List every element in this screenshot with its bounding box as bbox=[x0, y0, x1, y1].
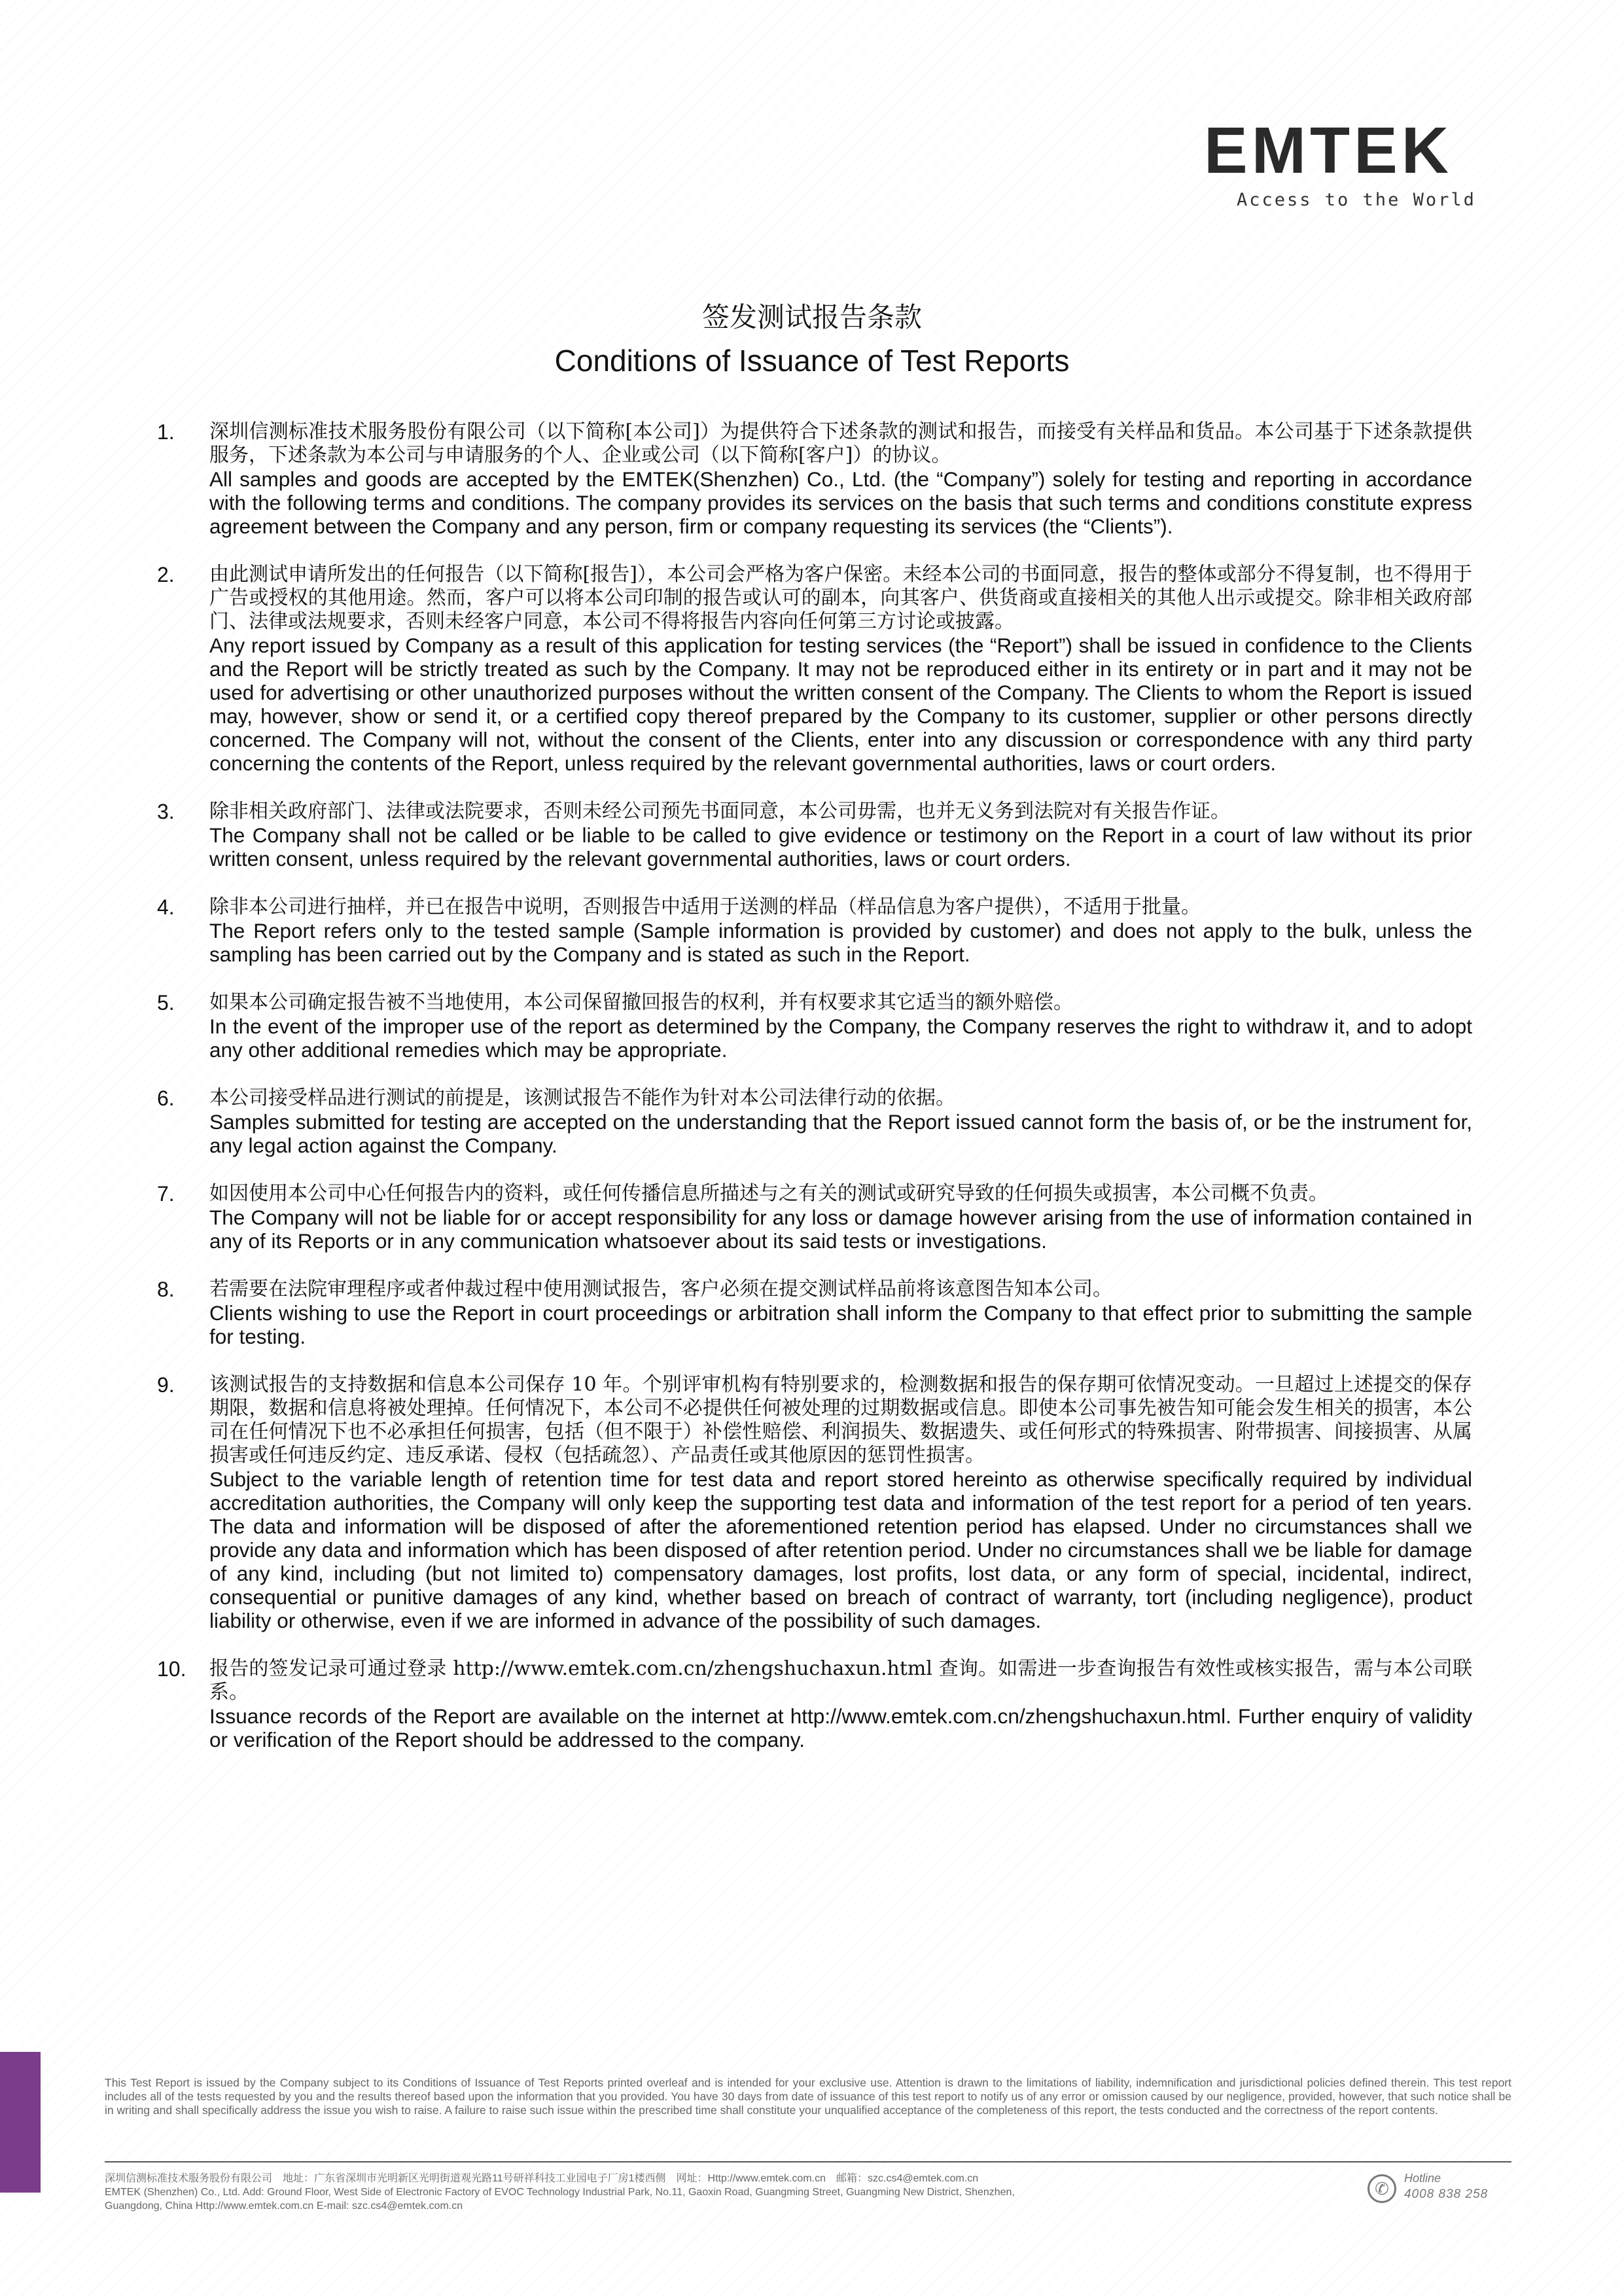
clause-number: 1. bbox=[157, 420, 175, 444]
document-title bbox=[0, 296, 1624, 378]
clause-number: 8. bbox=[157, 1278, 175, 1301]
footer-address bbox=[105, 2172, 1348, 2213]
clause-text-english: All samples and goods are accepted by the EMTEK(Shenzhen) Co., Ltd. (the “Company”) solely for testing and reporting in accordance with the following terms and conditions. The company provides its services on the basis that such terms and conditions constitute express agreement between the Company and any person, firm or company requesting its services (the “Clients”). bbox=[209, 467, 1472, 538]
clause-9 bbox=[157, 1373, 1472, 1632]
clause-2 bbox=[157, 563, 1472, 775]
clause-number: 7. bbox=[157, 1182, 175, 1206]
footer-divider bbox=[105, 2161, 1511, 2162]
clause-number: 5. bbox=[157, 991, 175, 1014]
logo-wordmark: EMTEK bbox=[1204, 114, 1453, 187]
clause-text-english: Clients wishing to use the Report in court proceedings or arbitration shall inform the Company to that effect prior to submitting the sample for testing. bbox=[209, 1301, 1472, 1348]
clause-8 bbox=[157, 1278, 1472, 1348]
clause-text-english: The Company will not be liable for or accept responsibility for any loss or damage however arising from the use of information contained in any of its Reports or in any communication whatsoever about its said tests or investigations. bbox=[209, 1206, 1472, 1253]
logo-tagline: Access to the World bbox=[1237, 190, 1476, 210]
clause-5 bbox=[157, 991, 1472, 1062]
clause-number: 4. bbox=[157, 895, 175, 919]
clause-list bbox=[157, 420, 1472, 1776]
hotline-number: 4008 838 258 bbox=[1404, 2187, 1489, 2201]
clause-text-english: The Report refers only to the tested sample (Sample information is provided by customer) and does not apply to the bulk, unless the sampling has been carried out by the Company and is stated as such in the Report. bbox=[209, 919, 1472, 966]
clause-text-english: Subject to the variable length of retention time for test data and report stored hereinto as otherwise specifically required by individual accreditation authorities, the Company will only keep the supporting test data and information of the test report for a period of ten years. The data and information will be disposed of after the aforementioned retention period has elapsed. Under no circumstances shall we provide any data and information which has been disposed of after retention period. Under no circumstances shall we be liable for damage of any kind, including (but not limited to) compensatory damages, lost profits, lost data, or any form of special, incidental, indirect, consequential or punitive damages of any kind, whether based on breach of contract of warranty, tort (including negligence), product liability or otherwise, even if we are informed in advance of the possibility of such damages. bbox=[209, 1467, 1472, 1632]
phone-icon: ✆ bbox=[1368, 2174, 1396, 2203]
clause-4 bbox=[157, 895, 1472, 966]
clause-number: 6. bbox=[157, 1086, 175, 1110]
clause-text-chinese: 该测试报告的支持数据和信息本公司保存 10 年。个别评审机构有特别要求的，检测数据和报告的保存期可依情况变动。一旦超过上述提交的保存期限，数据和信息将被处理掉。任何情况下，本公司不必提供任何被处理的过期数据或信息。即使本公司事先被告知可能会发生相关的损害，本公司在任何情况下也不必承担任何损害，包括（但不限于）补偿性赔偿、利润损失、数据遗失、或任何形式的特殊损害、附带损害、间接损害、从属损害或任何违反约定、违反承诺、侵权（包括疏忽）、产品责任或其他原因的惩罚性损害。 bbox=[209, 1373, 1472, 1467]
clause-3 bbox=[157, 800, 1472, 870]
clause-text-chinese: 由此测试申请所发出的任何报告（以下简称[报告]），本公司会严格为客户保密。未经本公司的书面同意，报告的整体或部分不得复制，也不得用于广告或授权的其他用途。然而，客户可以将本公司印制的报告或认可的副本，向其客户、供货商或直接相关的其他人出示或提交。除非相关政府部门、法律或法规要求，否则未经客户同意，本公司不得将报告内容向任何第三方讨论或披露。 bbox=[209, 563, 1472, 633]
company-logo bbox=[1204, 114, 1505, 210]
clause-number: 10. bbox=[157, 1657, 186, 1681]
clause-text-chinese: 如因使用本公司中心任何报告内的资料，或任何传播信息所描述与之有关的测试或研究导致的任何损失或损害，本公司概不负责。 bbox=[209, 1182, 1328, 1205]
clause-text-english: The Company shall not be called or be liable to be called to give evidence or testimony on the Report in a court of law without its prior written consent, unless required by the relevant governmental authorities, laws or court orders. bbox=[209, 823, 1472, 870]
footer-address-chinese: 深圳信测标准技术服务股份有限公司 地址：广东省深圳市光明新区光明街道观光路11号研祥科技工业园电子厂房1楼西侧 网址：Http://www.emtek.com.cn 邮箱：szc.cs4@emtek.com.cn bbox=[105, 2173, 979, 2184]
title-english: Conditions of Issuance of Test Reports bbox=[554, 344, 1070, 378]
clause-text-chinese: 深圳信测标准技术服务股份有限公司（以下简称[本公司]）为提供符合下述条款的测试和报告，而接受有关样品和货品。本公司基于下述条款提供服务，下述条款为本公司与申请服务的个人、企业或公司（以下简称[客户]）的协议。 bbox=[209, 420, 1472, 467]
footer-address-english-line-1: EMTEK (Shenzhen) Co., Ltd. Add: Ground Floor, West Side of Electronic Factory of EVOC Technology Industrial Park, No.11, Gaoxin Road, Guangming Street, Guangming New District, Shenzhen, bbox=[105, 2187, 1015, 2198]
clause-text-english: Any report issued by Company as a result of this application for testing services (the “Report”) shall be issued in confidence to the Clients and the Report will be strictly treated as such by the Company. It may not be reproduced either in its entirety or in part and it may not be used for advertising or other unauthorized purposes without the written consent of the Company. The Clients to whom the Report is issued may, however, show or send it, or a certified copy thereof prepared by the Company to its customer, supplier or other persons directly concerned. The Company will not, without the consent of the Clients, enter into any discussion or correspondence with any third party concerning the contents of the Report, unless required by the relevant governmental authorities, laws or court orders. bbox=[209, 634, 1472, 775]
footer-disclaimer: This Test Report is issued by the Company subject to its Conditions of Issuance of Test Reports printed overleaf and is intended for your exclusive use. Attention is drawn to the limitations of liability, indemnification and jurisdictional policies defined therein. This test report includes all of the tests requested by you and the results thereof based upon the information that you provided. You have 30 days from date of issuance of this test report to notify us of any error or omission caused by our negligence, provided, however, that such notice shall be in writing and shall specifically address the issue you wish to raise. A failure to raise such issue within the prescribed time shall constitute your unqualified acceptance of the completeness of this report, the tests conducted and the correctness of the report contents. bbox=[105, 2076, 1511, 2117]
clause-text-english: In the event of the improper use of the report as determined by the Company, the Company reserves the right to withdraw it, and to adopt any other additional remedies which may be appropriate. bbox=[209, 1014, 1472, 1062]
clause-text-english: Samples submitted for testing are accepted on the understanding that the Report issued cannot form the basis of, or be the instrument for, any legal action against the Company. bbox=[209, 1110, 1472, 1157]
hotline bbox=[1368, 2172, 1525, 2211]
clause-7 bbox=[157, 1182, 1472, 1253]
side-color-tab bbox=[0, 2052, 41, 2193]
clause-text-chinese: 除非本公司进行抽样，并已在报告中说明，否则报告中适用于送测的样品（样品信息为客户提供），不适用于批量。 bbox=[209, 895, 1201, 918]
clause-text-chinese: 若需要在法院审理程序或者仲裁过程中使用测试报告，客户必须在提交测试样品前将该意图告知本公司。 bbox=[209, 1278, 1112, 1300]
hotline-label: Hotline bbox=[1404, 2172, 1441, 2185]
clause-number: 2. bbox=[157, 563, 175, 586]
footer-address-english-line-2: Guangdong, China Http://www.emtek.com.cn E-mail: szc.cs4@emtek.com.cn bbox=[105, 2200, 463, 2212]
clause-1 bbox=[157, 420, 1472, 538]
clause-number: 3. bbox=[157, 800, 175, 823]
title-chinese: 签发测试报告条款 bbox=[701, 301, 922, 333]
clause-text-english: Issuance records of the Report are available on the internet at http://www.emtek.com.cn/zhengshuchaxun.html. Further enquiry of validity or verification of the Report should be addressed to the company. bbox=[209, 1704, 1472, 1751]
clause-text-chinese: 本公司接受样品进行测试的前提是，该测试报告不能作为针对本公司法律行动的依据。 bbox=[209, 1086, 955, 1109]
clause-text-chinese: 报告的签发记录可通过登录 http://www.emtek.com.cn/zhengshuchaxun.html 查询。如需进一步查询报告有效性或核实报告，需与本公司联系。 bbox=[209, 1657, 1472, 1704]
clause-10 bbox=[157, 1657, 1472, 1751]
clause-6 bbox=[157, 1086, 1472, 1157]
clause-text-chinese: 除非相关政府部门、法律或法院要求，否则未经公司预先书面同意，本公司毋需，也并无义务到法院对有关报告作证。 bbox=[209, 800, 1230, 823]
clause-number: 9. bbox=[157, 1373, 175, 1397]
clause-text-chinese: 如果本公司确定报告被不当地使用，本公司保留撤回报告的权利，并有权要求其它适当的额外赔偿。 bbox=[209, 991, 1073, 1014]
